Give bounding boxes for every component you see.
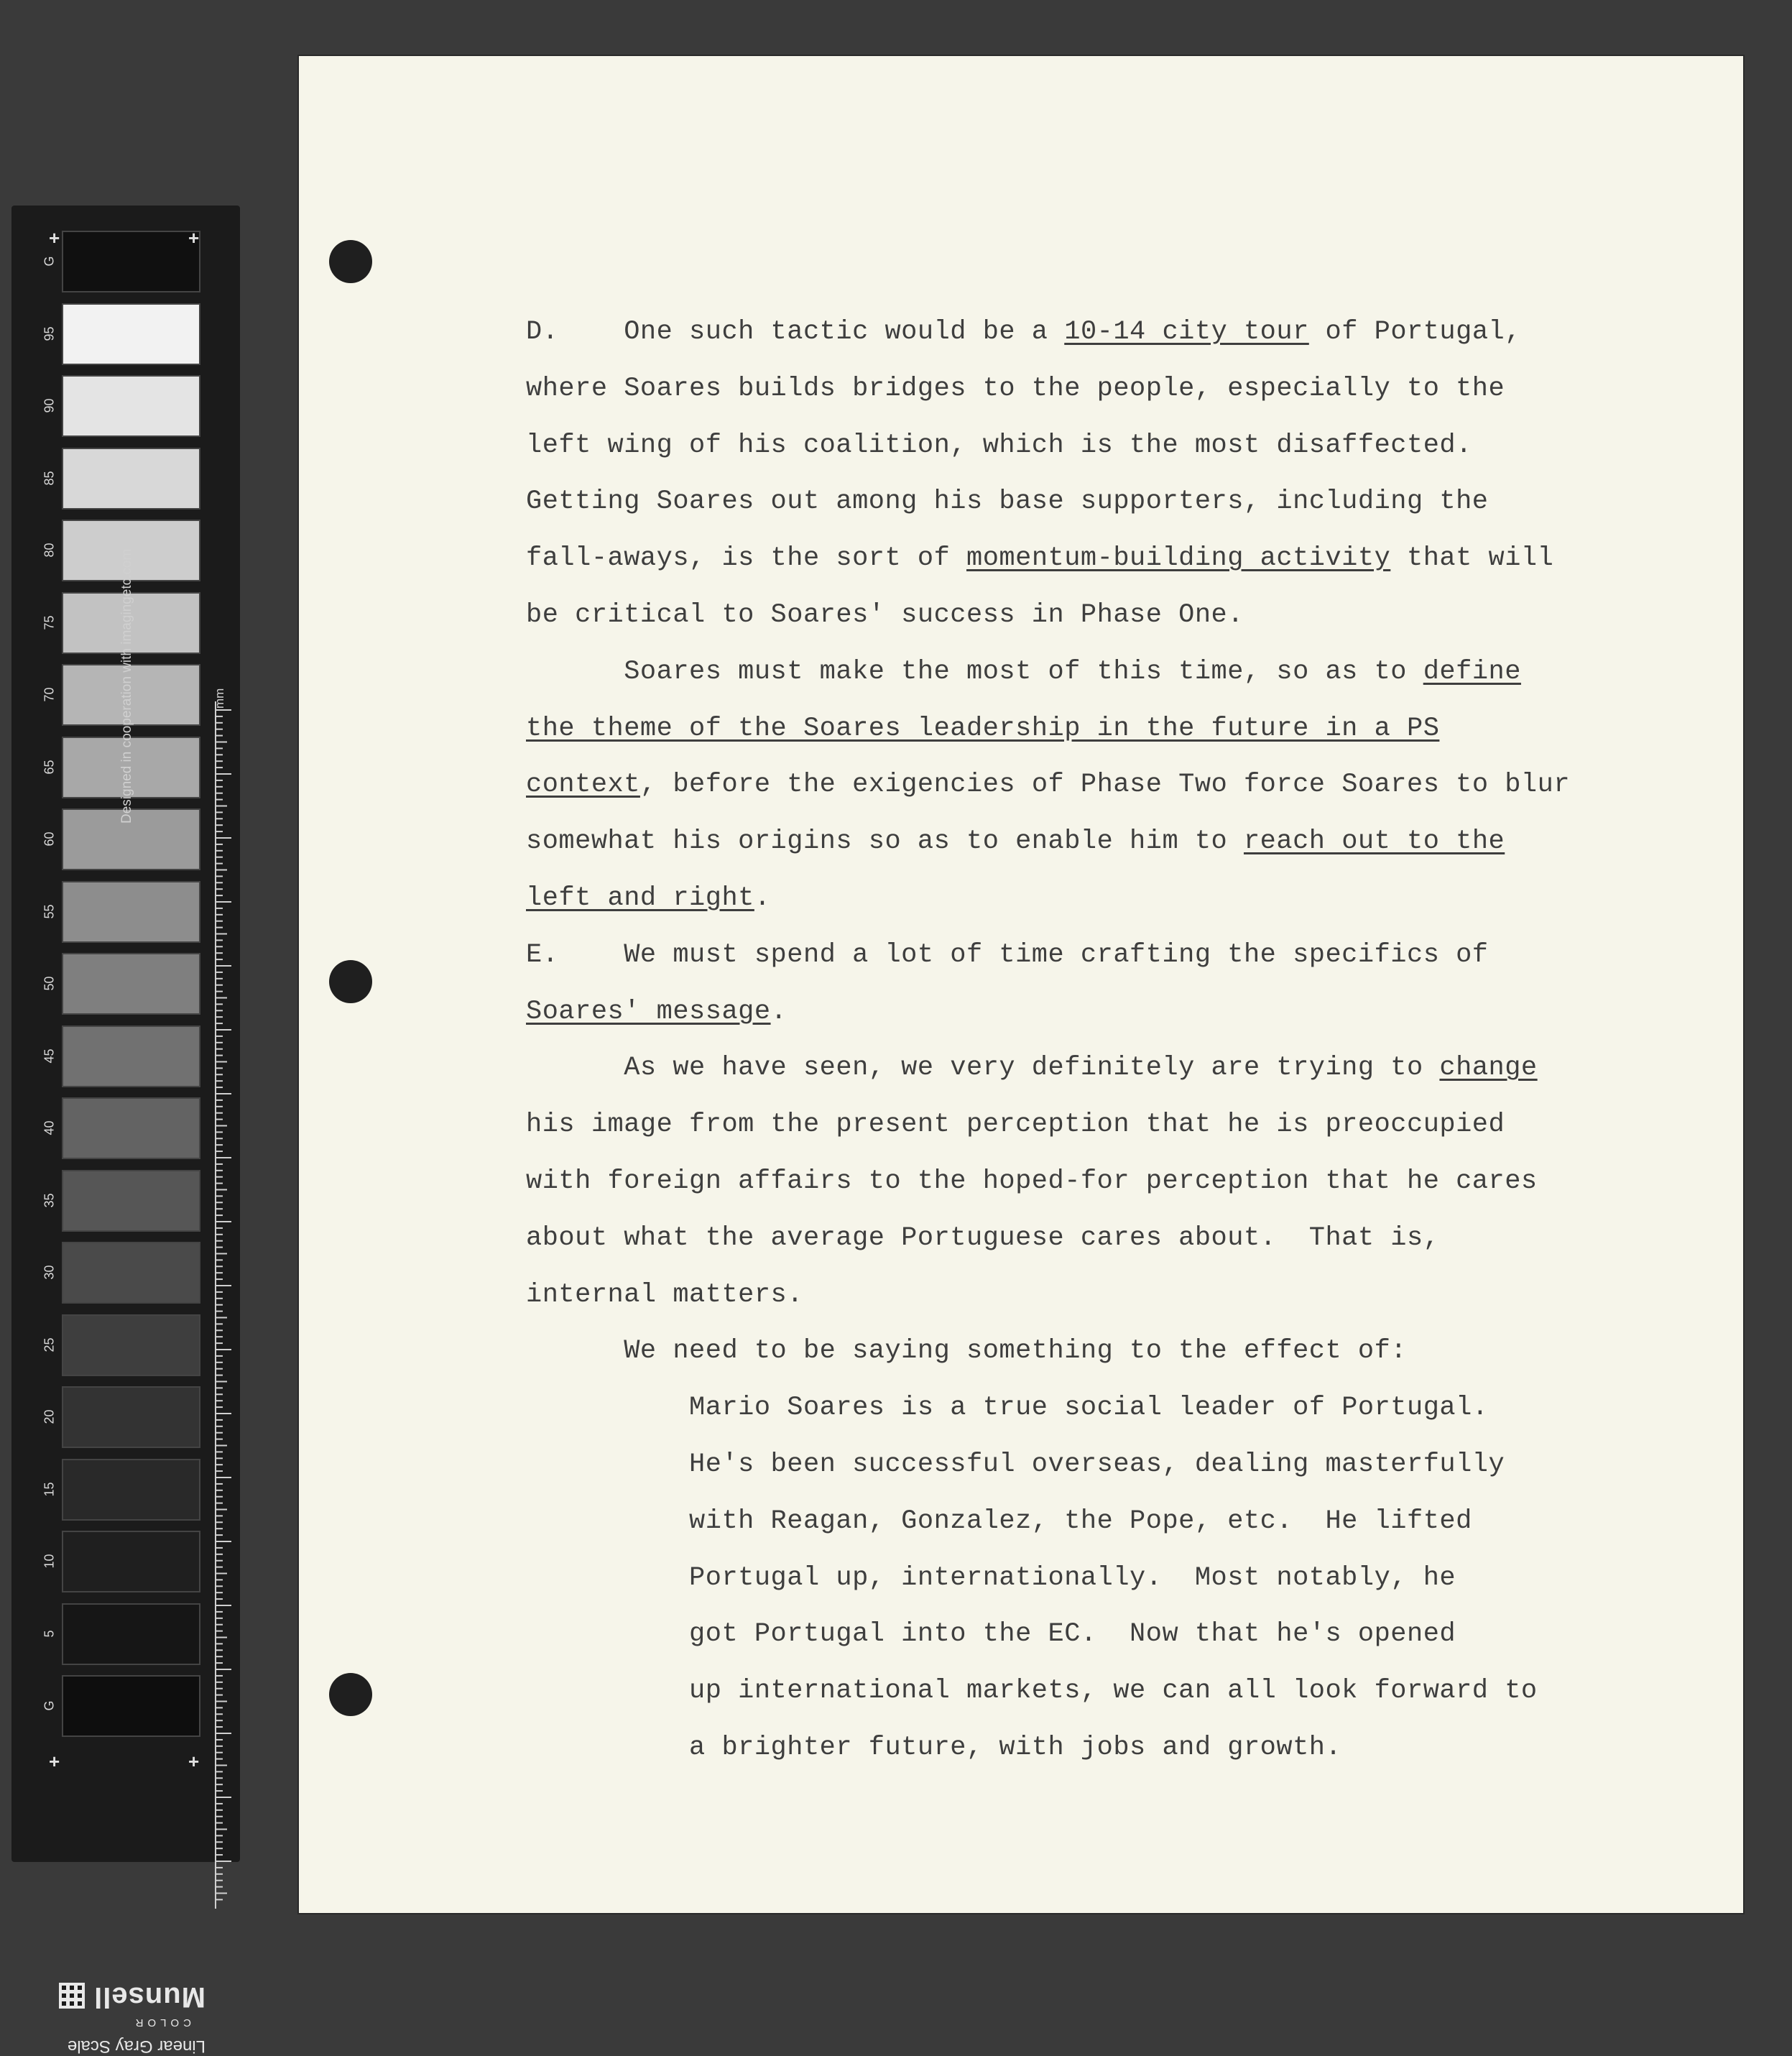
text-segment: As we have seen, we very definitely are trying to: [526, 1053, 1440, 1084]
brand-sub: COLOR: [131, 2016, 191, 2029]
text-line: [526, 1675, 1538, 1707]
underlined-text: left and right: [526, 883, 754, 913]
swatch-label: 75: [42, 614, 57, 630]
text-segment: Soares must make the most of this time, so as to: [526, 656, 1423, 687]
text-segment: with Reagan, Gonzalez, the Pope, etc. He lifted: [526, 1506, 1472, 1536]
swatch-label: 20: [42, 1409, 57, 1424]
text-line: [526, 1166, 1538, 1197]
text-segment: be critical to Soares' success in Phase One.: [526, 600, 1244, 630]
swatch-label: G: [42, 256, 57, 267]
text-segment: his image from the present perception that he is preoccupied: [526, 1110, 1505, 1140]
text-line: [526, 769, 1570, 801]
credit-text: Designed in cooperation with imagingetc.com: [119, 548, 134, 824]
text-line: [526, 1449, 1505, 1480]
gray-swatch: [62, 1386, 200, 1448]
underlined-text: the theme of the Soares leadership in the future in a PS: [526, 713, 1440, 744]
text-segment: left wing of his coalition, which is the most disaffected.: [526, 430, 1472, 461]
swatch-label: 60: [42, 831, 57, 847]
text-segment: that will: [1390, 543, 1554, 574]
text-line: [526, 373, 1505, 405]
text-segment: about what the average Portuguese cares about. That is,: [526, 1222, 1440, 1253]
ruler-unit-label: mm: [213, 688, 226, 709]
text-segment: Getting Soares out among his base supporters, including the: [526, 487, 1489, 517]
gray-swatch: [62, 375, 200, 437]
gray-scale-card: [11, 206, 240, 2056]
registration-mark: +: [188, 227, 200, 249]
gray-swatch: [62, 1097, 200, 1159]
swatch-label: 65: [42, 759, 57, 775]
munsell-logo-icon: [59, 1983, 85, 2009]
text-segment: We need to be saying something to the effect of:: [526, 1336, 1407, 1367]
text-line: [526, 826, 1505, 857]
text-line: [526, 430, 1472, 461]
gray-swatch: [62, 1170, 200, 1232]
underlined-text: change: [1439, 1053, 1538, 1084]
text-segment: , before the exigencies of Phase Two force Soares to blur: [639, 770, 1571, 801]
text-segment: where Soares builds bridges to the people, especially to the: [526, 373, 1505, 404]
ruler-ticks: [213, 701, 241, 1909]
registration-mark: +: [49, 227, 60, 249]
text-segment: He's been successful overseas, dealing masterfully: [526, 1449, 1505, 1480]
text-segment: D. One such tactic would be a: [526, 317, 1065, 347]
munsell-brand: [55, 1970, 205, 2056]
document-page: [299, 56, 1743, 1913]
text-segment: with foreign affairs to the hoped-for perception that he cares: [526, 1166, 1538, 1197]
text-segment: .: [770, 996, 788, 1027]
text-line: [526, 1392, 1489, 1424]
text-line: [526, 1109, 1505, 1140]
swatch-label: 15: [42, 1481, 57, 1497]
gray-swatch: [62, 1675, 200, 1737]
registration-mark: +: [49, 1751, 60, 1772]
text-line: [526, 939, 1489, 971]
gray-swatch: [62, 1242, 200, 1304]
punch-hole: [329, 240, 372, 283]
text-line: [526, 1506, 1472, 1537]
scale-name: Linear Gray Scale: [67, 2037, 205, 2056]
text-line: [526, 1222, 1439, 1254]
gray-swatch: [62, 303, 200, 365]
registration-mark: +: [188, 1751, 200, 1772]
text-line: [526, 543, 1553, 574]
gray-swatch: [62, 953, 200, 1015]
gray-swatch: [62, 1459, 200, 1521]
brand-name: Munsell: [93, 1981, 205, 2013]
punch-hole: [329, 1673, 372, 1716]
underlined-text: Soares' message: [526, 996, 771, 1027]
swatch-label: 35: [42, 1192, 57, 1208]
text-line: [526, 996, 787, 1028]
text-line: [526, 882, 771, 914]
gray-swatch: [62, 227, 200, 292]
underlined-text: 10-14 city tour: [1064, 317, 1309, 347]
mm-ruler: [213, 701, 241, 1909]
swatch-label: 5: [42, 1630, 57, 1638]
text-line: [526, 1335, 1407, 1367]
text-segment: of Portugal,: [1308, 317, 1521, 347]
gray-swatch: [62, 1314, 200, 1376]
swatch-label: 10: [42, 1554, 57, 1569]
text-line: [526, 1618, 1456, 1650]
text-line: [526, 1052, 1538, 1084]
swatch-label: 95: [42, 326, 57, 341]
text-line: [526, 316, 1521, 348]
text-segment: up international markets, we can all look forward to: [526, 1676, 1538, 1707]
punch-hole: [329, 960, 372, 1003]
text-segment: somewhat his origins so as to enable him to: [526, 826, 1244, 857]
text-segment: .: [754, 883, 771, 913]
underlined-text: context: [526, 770, 640, 801]
swatch-label: 80: [42, 543, 57, 558]
gray-swatch: [62, 881, 200, 943]
text-line: [526, 1279, 803, 1311]
swatch-label: 50: [42, 976, 57, 991]
swatch-label: 55: [42, 903, 57, 919]
gray-swatch: [62, 1603, 200, 1665]
text-segment: E. We must spend a lot of time crafting the specifics of: [526, 939, 1489, 970]
swatch-label: 85: [42, 470, 57, 486]
text-line: [526, 486, 1489, 517]
underlined-text: reach out to the: [1243, 826, 1505, 857]
text-segment: fall-aways, is the sort of: [526, 543, 966, 574]
swatch-label: G: [42, 1700, 57, 1711]
text-segment: Portugal up, internationally. Most notably, he: [526, 1562, 1456, 1593]
text-segment: got Portugal into the EC. Now that he's opened: [526, 1619, 1456, 1650]
text-line: [526, 1562, 1456, 1594]
swatch-label: 30: [42, 1265, 57, 1280]
swatch-label: 70: [42, 687, 57, 702]
underlined-text: momentum-building activity: [966, 543, 1391, 574]
swatch-label: 40: [42, 1120, 57, 1135]
text-segment: Mario Soares is a true social leader of Portugal.: [526, 1393, 1489, 1424]
text-line: [526, 713, 1439, 745]
underlined-text: define: [1423, 656, 1521, 687]
text-segment: a brighter future, with jobs and growth.: [526, 1733, 1342, 1763]
text-line: [526, 599, 1244, 631]
swatch-label: 45: [42, 1048, 57, 1064]
text-segment: internal matters.: [526, 1279, 803, 1310]
text-line: [526, 656, 1521, 688]
gray-swatch: [62, 1531, 200, 1592]
swatch-label: 90: [42, 398, 57, 413]
swatch-label: 25: [42, 1337, 57, 1352]
gray-swatch: [62, 1025, 200, 1087]
text-line: [526, 1732, 1341, 1764]
